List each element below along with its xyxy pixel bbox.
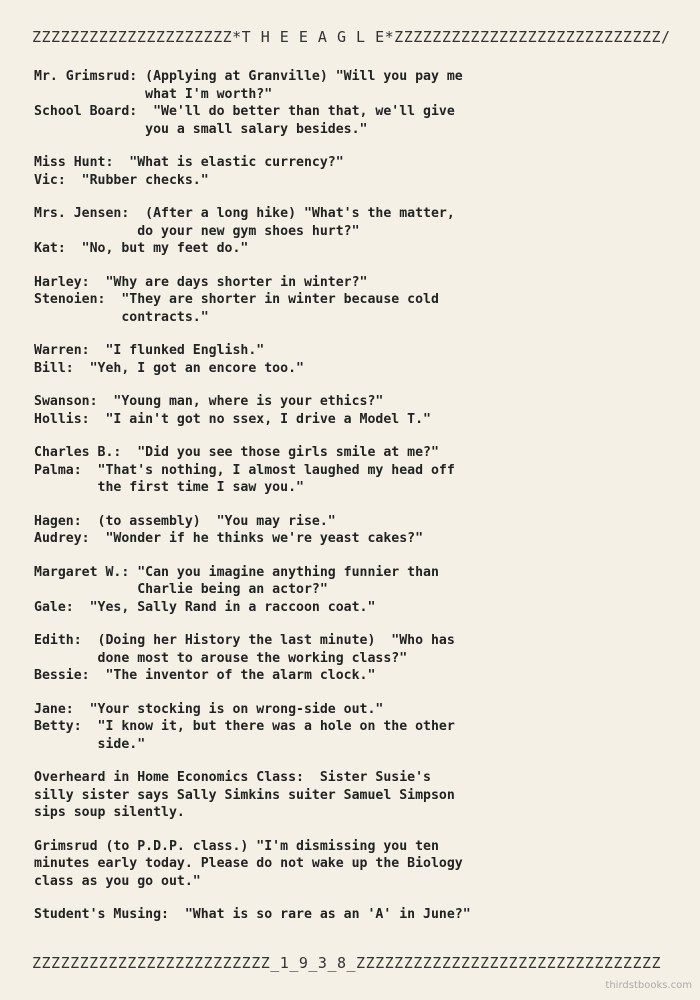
joke-block — [34, 393, 664, 428]
text-line: the first time I saw you." — [34, 480, 304, 495]
text-line: Bill: "Yeh, I got an encore too." — [34, 360, 304, 376]
text-line: Mr. Grimsrud: (Applying at Granville) "Will you pay me — [34, 69, 463, 84]
text-line: done most to arouse the working class?" — [34, 650, 408, 666]
text-line: Kat: "No, but my feet do." — [34, 241, 249, 256]
joke-block — [34, 564, 664, 617]
text-line: Stenoien: "They are shorter in winter because cold — [34, 292, 439, 307]
joke-block — [34, 274, 664, 327]
text-line: Jane: "Your stocking is on wrong-side out." — [34, 701, 384, 717]
joke-block — [34, 632, 664, 685]
text-line: Betty: "I know it, but there was a hole on the other — [34, 719, 455, 734]
text-line: contracts." — [34, 309, 209, 325]
text-line: Edith: (Doing her History the last minute) "Who has — [34, 633, 455, 648]
text-line: Hollis: "I ain't got no ssex, I drive a Model T." — [34, 411, 431, 427]
text-line: Student's Musing: "What is so rare as an 'A' in June?" — [34, 907, 471, 922]
text-line: Mrs. Jensen: (After a long hike) "What's the matter, — [34, 206, 455, 221]
jokes-column — [34, 68, 664, 940]
text-line: do your new gym shoes hurt?" — [34, 223, 360, 239]
watermark: thirdstbooks.com — [605, 980, 692, 991]
text-line: silly sister says Sally Simkins suiter Samuel Simpson — [34, 787, 455, 803]
joke-block — [34, 444, 664, 497]
text-line: Charlie being an actor?" — [34, 582, 328, 597]
text-line: Overheard in Home Economics Class: Sister Susie's — [34, 770, 431, 785]
joke-block — [34, 68, 664, 138]
text-line: minutes early today. Please do not wake up the Biology — [34, 856, 463, 871]
text-line: Margaret W.: "Can you imagine anything funnier than — [34, 564, 439, 580]
text-line: you a small salary besides." — [34, 121, 368, 137]
text-line: Vic: "Rubber checks." — [34, 172, 209, 188]
text-line: side." — [34, 736, 146, 752]
text-line: Warren: "I flunked English." — [34, 343, 265, 358]
joke-block — [34, 205, 664, 258]
text-line: Swanson: "Young man, where is your ethics?" — [34, 394, 384, 409]
text-line: Grimsrud (to P.D.P. class.) "I'm dismissing you ten — [34, 838, 439, 854]
joke-block — [34, 701, 664, 754]
joke-block — [34, 838, 664, 891]
joke-block — [34, 513, 664, 548]
joke-block — [34, 906, 664, 924]
text-line: Harley: "Why are days shorter in winter?" — [34, 274, 368, 290]
text-line: Bessie: "The inventor of the alarm clock." — [34, 668, 376, 683]
joke-block — [34, 769, 664, 822]
text-line: Hagen: (to assembly) "You may rise." — [34, 513, 336, 529]
text-line: Audrey: "Wonder if he thinks we're yeast cakes?" — [34, 531, 424, 546]
joke-block — [34, 154, 664, 189]
text-line: class as you go out." — [34, 873, 201, 889]
text-line: what I'm worth?" — [34, 86, 273, 102]
text-line: Palma: "That's nothing, I almost laughed my head off — [34, 462, 455, 478]
year-footer: ZZZZZZZZZZZZZZZZZZZZZZZZZ_1_9_3_8_ZZZZZZZZZZZZZZZZZZZZZZZZZZZZZZZZ — [32, 954, 662, 972]
joke-block — [34, 342, 664, 377]
eagle-header: ZZZZZZZZZZZZZZZZZZZZZ*T H E E A G L E*ZZZZZZZZZZZZZZZZZZZZZZZZZZZZ/ — [32, 28, 671, 46]
text-line: sips soup silently. — [34, 805, 185, 820]
text-line: Gale: "Yes, Sally Rand in a raccoon coat." — [34, 599, 376, 615]
text-line: School Board: "We'll do better than that, we'll give — [34, 104, 455, 119]
text-line: Miss Hunt: "What is elastic currency?" — [34, 155, 344, 170]
text-line: Charles B.: "Did you see those girls smile at me?" — [34, 445, 439, 460]
